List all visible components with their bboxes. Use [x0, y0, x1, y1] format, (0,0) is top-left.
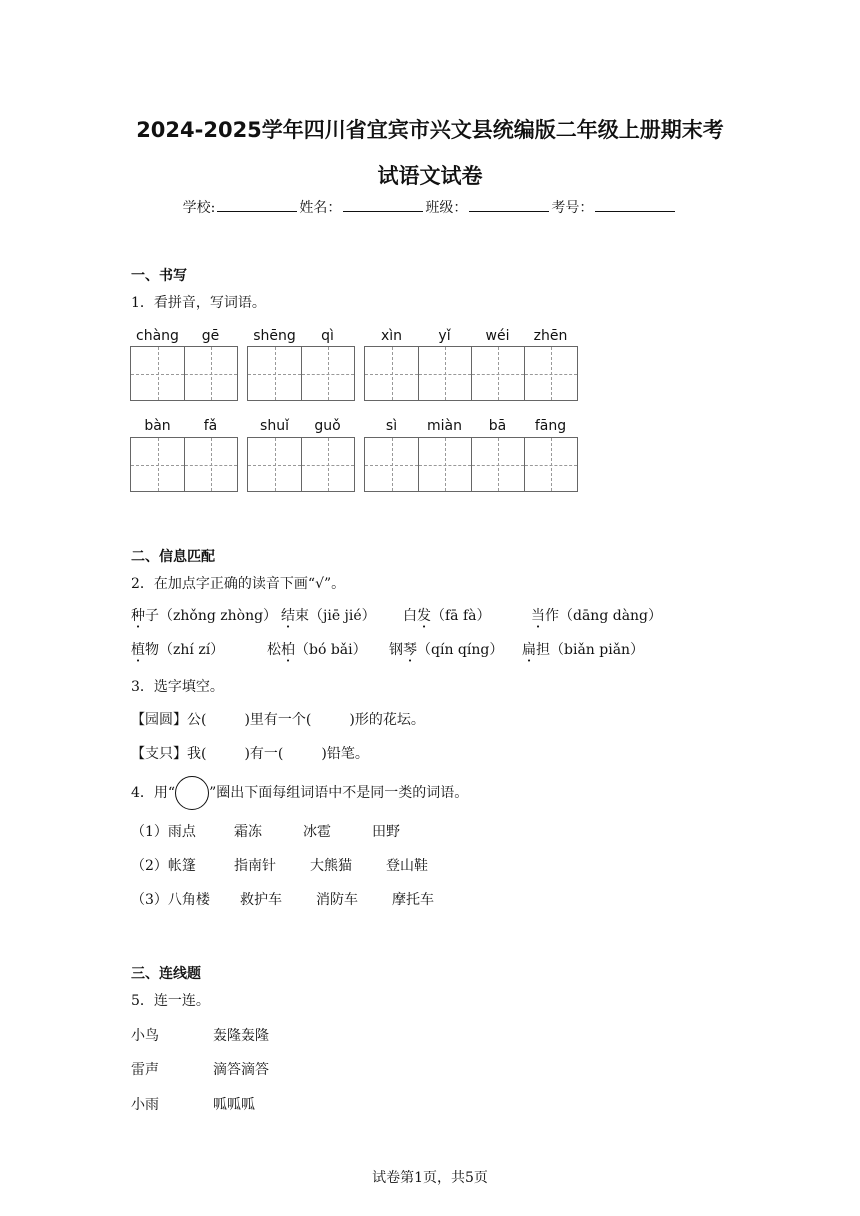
pinyin: guǒ: [314, 418, 341, 434]
class-blank[interactable]: [469, 199, 549, 212]
pinyin: shuǐ: [260, 418, 289, 434]
name-label: 姓名：: [299, 200, 342, 216]
q3-line-2: 【支只】我( )有一( )铅笔。: [131, 746, 369, 762]
pinyin: gē: [201, 328, 220, 344]
pinyin: qì: [321, 328, 334, 344]
pinyin: miàn: [427, 418, 462, 434]
pinyin: fǎ: [203, 418, 218, 434]
writing-grid[interactable]: [247, 346, 355, 401]
name-blank[interactable]: [343, 199, 423, 212]
q2-item: 扁担（biǎn piǎn）: [522, 642, 645, 658]
pinyin: sì: [385, 418, 398, 434]
q4-word[interactable]: 指南针: [234, 858, 276, 874]
pinyin: shēng: [253, 328, 296, 344]
q4-word[interactable]: 摩托车: [392, 892, 434, 908]
pinyin: wéi: [485, 328, 510, 344]
school-label: 学校:: [182, 200, 216, 216]
q3-line-1: 【园圆】公( )里有一个( )形的花坛。: [131, 712, 425, 728]
match-right[interactable]: 滴答滴答: [213, 1062, 269, 1078]
number-blank[interactable]: [595, 199, 675, 212]
q4-word[interactable]: 大熊猫: [310, 858, 352, 874]
q2-item: 松柏（bó bǎi）: [267, 642, 367, 658]
pinyin: chàng: [136, 328, 179, 344]
writing-grid[interactable]: [130, 346, 238, 401]
q2-prompt: 2．在加点字正确的读音下画“√”。: [131, 576, 346, 592]
section-2-heading: 二、信息匹配: [131, 549, 215, 565]
pinyin: bā: [488, 418, 507, 434]
pinyin: zhēn: [533, 328, 568, 344]
q2-item: 白发（fā fà）: [403, 608, 491, 624]
q4-group: （2）帐篷: [131, 858, 196, 874]
q5-prompt: 5．连一连。: [131, 993, 210, 1009]
page-footer: 试卷第1页，共5页: [372, 1170, 488, 1186]
match-left[interactable]: 小雨: [131, 1097, 159, 1113]
q4-word[interactable]: 救护车: [240, 892, 282, 908]
pinyin: yǐ: [438, 328, 451, 344]
q2-item: 种子（zhǒng zhòng）: [131, 608, 278, 624]
q4-word[interactable]: 田野: [372, 824, 400, 840]
section-3-heading: 三、连线题: [131, 966, 201, 982]
writing-grid[interactable]: [364, 437, 578, 492]
q3-prompt: 3．选字填空。: [131, 679, 224, 695]
section-1-heading: 一、书写: [131, 268, 187, 284]
pinyin: xìn: [380, 328, 403, 344]
q2-item: 当作（dāng dàng）: [531, 608, 663, 624]
q4-word[interactable]: 冰雹: [303, 824, 331, 840]
q4-word[interactable]: 消防车: [316, 892, 358, 908]
circle-icon: [175, 776, 209, 810]
match-right[interactable]: 轰隆轰隆: [213, 1028, 269, 1044]
q2-item: 结束（jiē jié）: [281, 608, 376, 624]
q2-item: 钢琴（qín qíng）: [389, 642, 504, 658]
title-line-1: 2024-2025学年四川省宜宾市兴文县统编版二年级上册期末考: [136, 118, 724, 142]
match-left[interactable]: 雷声: [131, 1062, 159, 1078]
title-line-2: 试语文试卷: [377, 164, 483, 188]
q4-word[interactable]: 登山鞋: [386, 858, 428, 874]
class-label: 班级：: [425, 200, 468, 216]
number-label: 考号：: [551, 200, 594, 216]
pinyin: fāng: [534, 418, 567, 434]
student-info: [0, 197, 860, 217]
q1-prompt: 1．看拼音，写词语。: [131, 295, 266, 311]
school-blank[interactable]: [217, 199, 297, 212]
q4-group: （1）雨点: [131, 824, 196, 840]
pinyin: bàn: [144, 418, 171, 434]
writing-grid[interactable]: [364, 346, 578, 401]
q4-prompt: 4．用“ ”圈出下面每组词语中不是同一类的词语。: [131, 782, 468, 802]
match-left[interactable]: 小鸟: [131, 1028, 159, 1044]
writing-grid[interactable]: [130, 437, 238, 492]
q4-group: （3）八角楼: [131, 892, 210, 908]
writing-grid[interactable]: [247, 437, 355, 492]
q4-word[interactable]: 霜冻: [234, 824, 262, 840]
q2-item: 植物（zhí zí）: [131, 642, 225, 658]
match-right[interactable]: 呱呱呱: [213, 1097, 255, 1113]
